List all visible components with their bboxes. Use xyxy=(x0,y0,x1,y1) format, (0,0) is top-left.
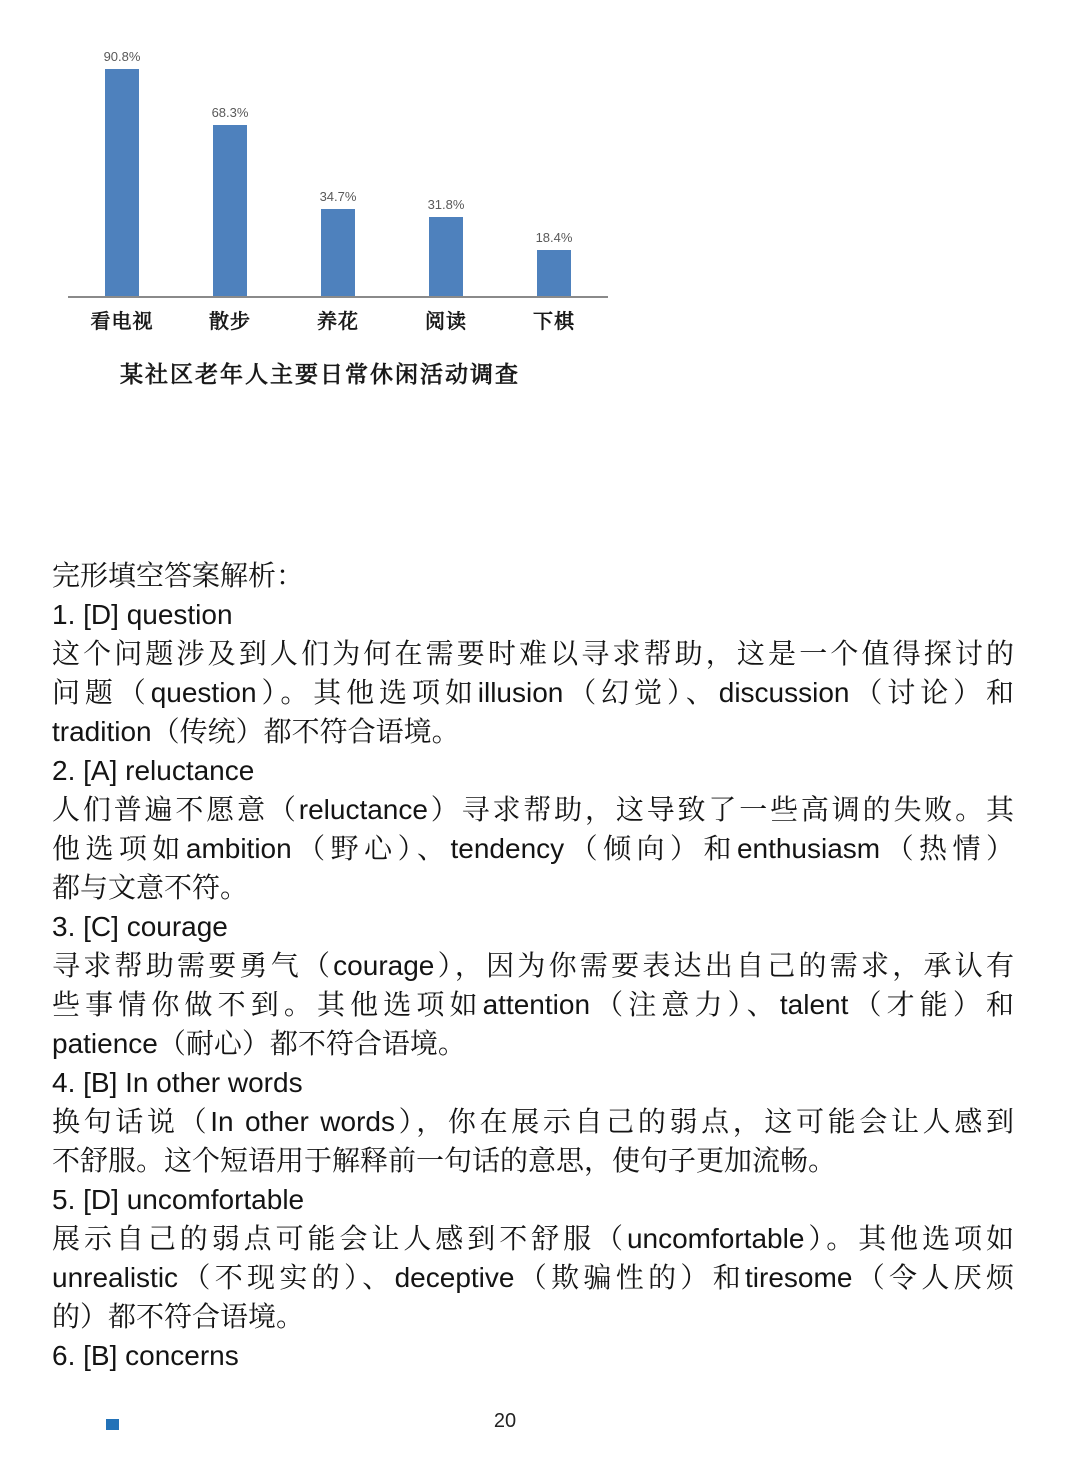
answer-line: unrealistic（不现实的）、deceptive（欺骗性的）和tiresome（令人厌烦 xyxy=(52,1262,1014,1293)
answer-line: 些事情你做不到。其他选项如attention（注意力）、talent（才能）和 xyxy=(52,989,1014,1020)
bar-group-chess xyxy=(500,46,608,296)
answer-line: 问题（question）。其他选项如illusion（幻觉）、discussion（讨论）和 xyxy=(52,677,1014,708)
answer-line: 都与文意不符。 xyxy=(52,872,249,903)
bar-value-label: 68.3% xyxy=(211,105,249,121)
bar-value-label: 34.7% xyxy=(319,189,357,205)
x-axis-category-labels xyxy=(68,305,608,334)
x-axis-label: 养花 xyxy=(317,311,359,333)
answer-heading: 2. [A] reluctance xyxy=(52,755,255,786)
section-title: 完形填空答案解析： xyxy=(52,560,305,591)
answer-line: 这个问题涉及到人们为何在需要时难以寻求帮助，这是一个值得探讨的 xyxy=(52,638,1014,669)
chart-bar xyxy=(537,250,571,296)
bar-value-label: 18.4% xyxy=(535,230,573,245)
x-axis-label: 下棋 xyxy=(533,311,575,333)
answer-line: 人们普遍不愿意（reluctance）寻求帮助，这导致了一些高调的失败。其 xyxy=(52,794,1014,825)
answer-heading: 4. [B] In other words xyxy=(52,1067,303,1098)
leisure-activities-chart xyxy=(68,46,608,389)
chart-bar xyxy=(321,209,355,296)
x-axis-label: 散步 xyxy=(209,311,251,333)
answer-line: 的）都不符合语境。 xyxy=(52,1301,305,1332)
bar-value-label: 31.8% xyxy=(427,196,465,212)
answer-line: 不舒服。这个短语用于解释前一句话的意思，使句子更加流畅。 xyxy=(52,1145,837,1176)
answer-heading: 3. [C] courage xyxy=(52,911,228,942)
answer-heading: 5. [D] uncomfortable xyxy=(52,1184,305,1215)
page-number: 20 xyxy=(493,1410,517,1432)
answer-line: 展示自己的弱点可能会让人感到不舒服（uncomfortable）。其他选项如 xyxy=(52,1223,1014,1254)
x-axis-label: 看电视 xyxy=(90,311,154,333)
answer-heading: 6. [B] concerns xyxy=(52,1340,239,1371)
chart-bar xyxy=(429,217,463,297)
answer-heading: 1. [D] question xyxy=(52,599,233,630)
chart-bar xyxy=(105,69,139,296)
answer-explanations xyxy=(52,556,1014,1375)
answer-line: 寻求帮助需要勇气（courage），因为你需要表达出自己的需求，承认有 xyxy=(52,950,1014,981)
x-axis-label: 阅读 xyxy=(425,311,467,333)
bar-group-reading xyxy=(392,46,500,296)
bar-group-walking xyxy=(176,46,284,296)
chart-plot-area xyxy=(68,46,608,298)
answer-line: patience（耐心）都不符合语境。 xyxy=(52,1028,466,1059)
chart-title: 某社区老年人主要日常休闲活动调查 xyxy=(120,361,520,387)
answer-line: 他选项如ambition（野心）、tendency（倾向）和enthusiasm（热情） xyxy=(52,833,1014,864)
answer-line: 换句话说（In other words），你在展示自己的弱点，这可能会让人感到 xyxy=(52,1106,1014,1137)
bar-group-watch-tv xyxy=(68,46,176,296)
answer-line: tradition（传统）都不符合语境。 xyxy=(52,716,460,747)
chart-bar xyxy=(213,125,247,296)
bar-value-label: 90.8% xyxy=(103,49,141,64)
bar-group-gardening xyxy=(284,46,392,296)
